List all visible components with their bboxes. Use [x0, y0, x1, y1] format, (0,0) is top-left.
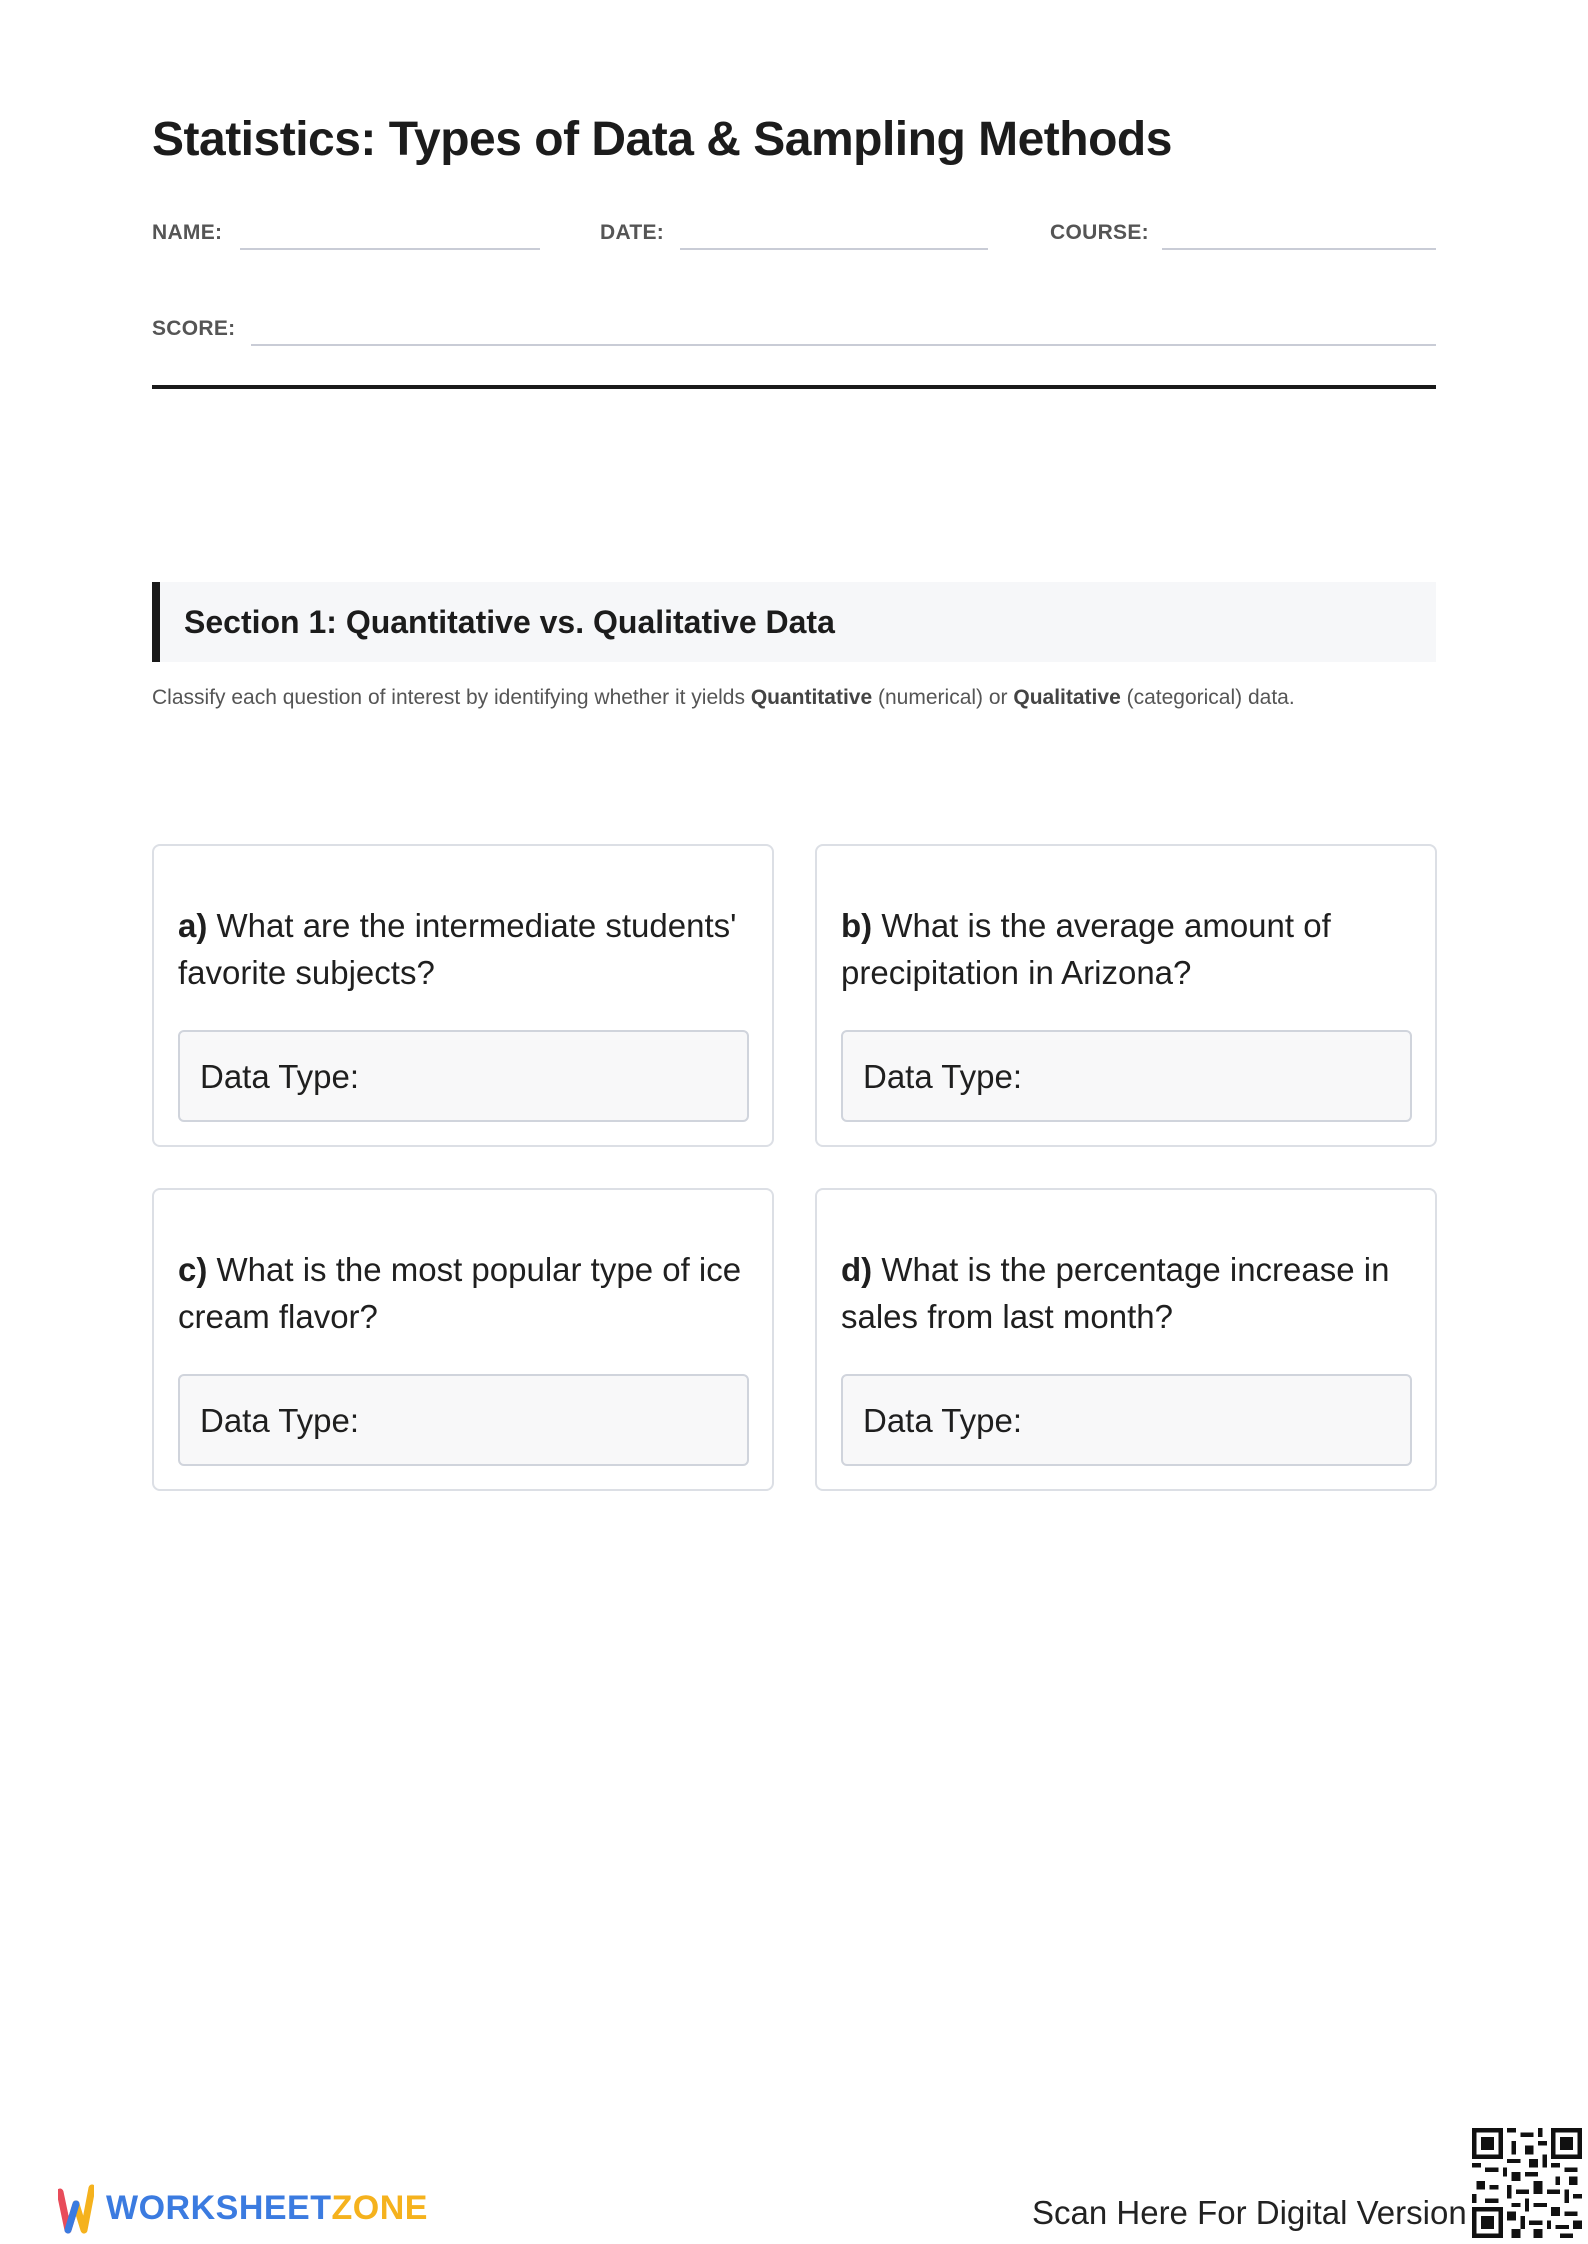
score-label: SCORE:: [152, 317, 236, 340]
name-field-line[interactable]: [240, 248, 540, 250]
answer-box[interactable]: [841, 1374, 1412, 1466]
question-letter: d): [841, 1251, 873, 1288]
answer-box[interactable]: [178, 1374, 749, 1466]
instructions-text: (categorical) data.: [1120, 686, 1295, 709]
brand-part-zone: ZONE: [331, 2189, 428, 2227]
brand-name: [106, 2189, 428, 2228]
date-label: DATE:: [600, 221, 665, 244]
instructions-text: (numerical) or: [872, 686, 1014, 709]
question-text: [841, 1246, 1421, 1340]
page-title: Statistics: Types of Data & Sampling Methods: [152, 113, 1172, 166]
answer-box[interactable]: [178, 1030, 749, 1122]
answer-label: Data Type:: [863, 1058, 1022, 1095]
qr-code-icon[interactable]: [1472, 2128, 1582, 2238]
section-title: Section 1: Quantitative vs. Qualitative Data: [184, 604, 835, 640]
question-card-c: [152, 1188, 774, 1491]
section-instructions: [152, 686, 1452, 710]
header-divider: [152, 385, 1436, 389]
worksheetzone-logo-icon: [58, 2182, 94, 2237]
course-label: COURSE:: [1050, 221, 1149, 244]
question-body: What is the percentage increase in sales from last month?: [841, 1251, 1390, 1335]
question-body: What are the intermediate students' favorite subjects?: [178, 907, 737, 991]
section-header: [152, 582, 1436, 662]
question-text: [841, 902, 1421, 996]
question-card-a: [152, 844, 774, 1147]
answer-box[interactable]: [841, 1030, 1412, 1122]
scan-instructions: Scan Here For Digital Version: [1032, 2194, 1467, 2231]
score-field-line[interactable]: [251, 344, 1436, 346]
question-body: What is the average amount of precipitation in Arizona?: [841, 907, 1331, 991]
question-letter: c): [178, 1251, 208, 1288]
instructions-text: Classify each question of interest by identifying whether it yields: [152, 686, 751, 709]
answer-label: Data Type:: [200, 1402, 359, 1439]
question-letter: a): [178, 907, 208, 944]
question-card-d: [815, 1188, 1437, 1491]
instructions-quantitative: Quantitative: [750, 686, 873, 709]
question-letter: b): [841, 907, 873, 944]
brand-part-worksheet: WORKSHEET: [106, 2189, 332, 2227]
question-body: What is the most popular type of ice cream flavor?: [178, 1251, 742, 1335]
instructions-qualitative: Qualitative: [1013, 686, 1121, 709]
question-card-b: [815, 844, 1437, 1147]
question-text: [178, 1246, 758, 1340]
course-field-line[interactable]: [1162, 248, 1436, 250]
answer-label: Data Type:: [200, 1058, 359, 1095]
question-text: [178, 902, 758, 996]
date-field-line[interactable]: [680, 248, 988, 250]
name-label: NAME:: [152, 221, 223, 244]
answer-label: Data Type:: [863, 1402, 1022, 1439]
